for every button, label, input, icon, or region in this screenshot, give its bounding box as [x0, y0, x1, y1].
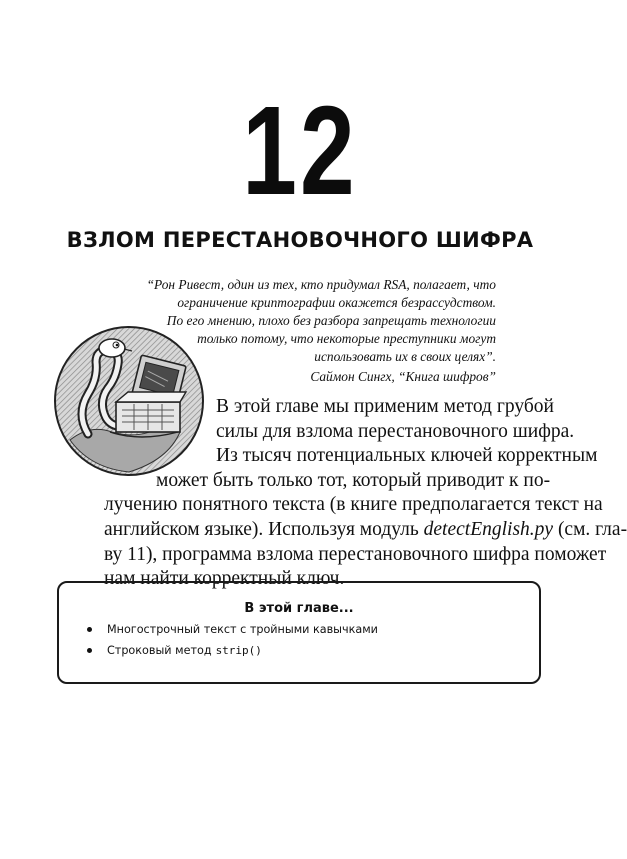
list-item — [87, 619, 378, 640]
paragraph-line: ву 11), программа взлома перестановочного шифра поможет — [104, 543, 607, 565]
paragraph-line — [104, 518, 627, 543]
paragraph-text: английском языке). Используя модуль — [104, 518, 419, 540]
epigraph-attribution: Саймон Сингх, “Книга шифров” — [310, 369, 496, 384]
epigraph-line: “Рон Ривест, один из тех, кто придумал RSA, полагает, что — [146, 277, 496, 292]
chapter-intro-paragraph — [104, 395, 627, 592]
epigraph-line: ограничение криптографии окажется безрассудством. — [177, 295, 496, 310]
chapter-title: ВЗЛОМ ПЕРЕСТАНОВОЧНОГО ШИФРА — [66, 228, 534, 252]
summary-list — [87, 619, 378, 661]
paragraph-line: Из тысяч потенциальных ключей корректным — [216, 445, 598, 467]
epigraph-line: использовать их в своих целях”. — [314, 349, 496, 364]
bullet-icon — [87, 627, 92, 632]
summary-box-title: В этой главе... — [244, 601, 354, 616]
paragraph-line: может быть только тот, который приводит к по- — [156, 469, 551, 491]
paragraph-line: лучению понятного текста (в книге предполагается текст на — [104, 494, 603, 516]
chapter-number: 12 — [242, 80, 358, 221]
epigraph-line: По его мнению, плохо без разбора запрещать технологии — [166, 313, 496, 328]
list-item-code: strip() — [215, 644, 262, 657]
epigraph-line: только потому, что некоторые преступники могут — [197, 331, 496, 346]
chapter-summary-box — [57, 581, 541, 684]
paragraph-line: нам найти корректный ключ. — [104, 568, 345, 590]
list-item — [87, 640, 378, 661]
paragraph-text: (см. гла- — [557, 518, 627, 540]
bullet-icon — [87, 648, 92, 653]
list-item-text: Многострочный текст с тройными кавычками — [107, 623, 378, 636]
module-name: detectEnglish.py — [423, 518, 554, 540]
list-item-text: Строковый метод — [107, 644, 212, 657]
paragraph-line: В этой главе мы применим метод грубой — [216, 396, 554, 417]
paragraph-line: силы для взлома перестановочного шифра. — [216, 420, 575, 442]
